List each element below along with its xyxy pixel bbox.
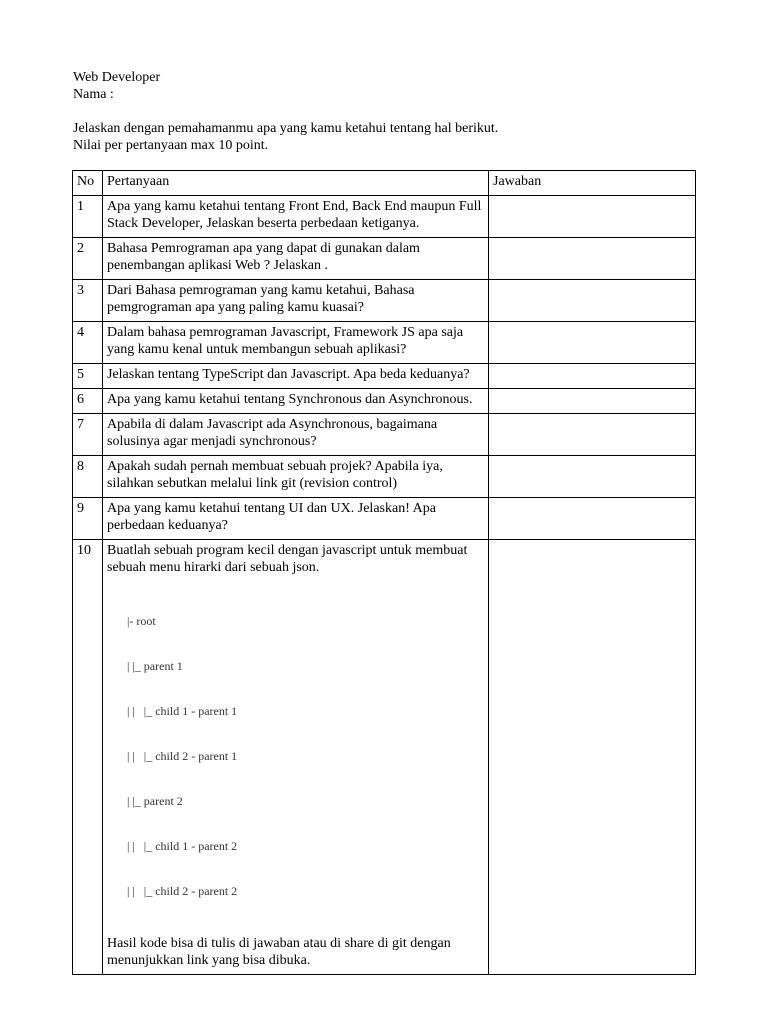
table-row <box>73 414 696 456</box>
answer-cell[interactable] <box>489 540 696 975</box>
question-cell: Apa yang kamu ketahui tentang UI dan UX. Jelaskan! Apa perbedaan keduanya? <box>103 498 489 540</box>
question-note: Hasil kode bisa di tulis di jawaban atau di share di git dengan menunjukkan link yang bisa dibuka. <box>107 936 451 968</box>
instruction-line-1: Jelaskan dengan pemahamanmu apa yang kamu ketahui tentang hal berikut. <box>73 121 499 136</box>
question-cell <box>103 540 489 975</box>
tree-line: | | |_ child 1 - parent 2 <box>127 839 238 853</box>
answer-cell[interactable] <box>489 238 696 280</box>
tree-line: | | |_ child 2 - parent 2 <box>127 884 238 898</box>
table-row <box>73 238 696 280</box>
question-table <box>72 170 696 975</box>
table-row <box>73 540 696 975</box>
tree-line: | |_ parent 2 <box>127 794 183 808</box>
answer-cell[interactable] <box>489 280 696 322</box>
question-cell: Apa yang kamu ketahui tentang Synchronous dan Asynchronous. <box>103 389 489 414</box>
answer-cell[interactable] <box>489 364 696 389</box>
table-row <box>73 280 696 322</box>
question-cell: Dari Bahasa pemrograman yang kamu ketahui, Bahasa pemgrograman apa yang paling kamu kuasai? <box>103 280 489 322</box>
instructions <box>73 120 498 154</box>
tree-line: | |_ parent 1 <box>127 659 183 673</box>
question-cell: Jelaskan tentang TypeScript dan Javascript. Apa beda keduanya? <box>103 364 489 389</box>
answer-cell[interactable] <box>489 196 696 238</box>
answer-cell[interactable] <box>489 498 696 540</box>
row-number: 5 <box>73 364 103 389</box>
row-number: 6 <box>73 389 103 414</box>
row-number: 10 <box>73 540 103 975</box>
table-row <box>73 364 696 389</box>
table-row <box>73 456 696 498</box>
column-header-answer: Jawaban <box>489 171 696 196</box>
table-header-row <box>73 171 696 196</box>
name-label: Nama : <box>73 87 114 102</box>
tree-line: | | |_ child 2 - parent 1 <box>127 749 238 763</box>
question-cell: Apa yang kamu ketahui tentang Front End, Back End maupun Full Stack Developer, Jelaskan beserta perbedaan ketiganya. <box>103 196 489 238</box>
question-cell: Dalam bahasa pemrograman Javascript, Framework JS apa saja yang kamu kenal untuk membangun sebuah aplikasi? <box>103 322 489 364</box>
answer-cell[interactable] <box>489 456 696 498</box>
row-number: 2 <box>73 238 103 280</box>
hierarchy-example <box>127 584 484 929</box>
row-number: 4 <box>73 322 103 364</box>
question-cell: Apabila di dalam Javascript ada Asynchronous, bagaimana solusinya agar menjadi synchronous? <box>103 414 489 456</box>
answer-cell[interactable] <box>489 414 696 456</box>
instruction-line-2: Nilai per pertanyaan max 10 point. <box>73 138 269 153</box>
row-number: 7 <box>73 414 103 456</box>
question-cell: Apakah sudah pernah membuat sebuah projek? Apabila iya, silahkan sebutkan melalui link git (revision control) <box>103 456 489 498</box>
answer-cell[interactable] <box>489 322 696 364</box>
document-title: Web Developer <box>73 70 161 85</box>
table-row <box>73 498 696 540</box>
row-number: 3 <box>73 280 103 322</box>
tree-line: |- root <box>127 614 156 628</box>
table-row <box>73 322 696 364</box>
table-row <box>73 389 696 414</box>
column-header-question: Pertanyaan <box>103 171 489 196</box>
row-number: 8 <box>73 456 103 498</box>
question-cell: Bahasa Pemrograman apa yang dapat di gunakan dalam penembangan aplikasi Web ? Jelaskan . <box>103 238 489 280</box>
document-header <box>73 69 160 103</box>
row-number: 1 <box>73 196 103 238</box>
answer-cell[interactable] <box>489 389 696 414</box>
question-text: Buatlah sebuah program kecil dengan javascript untuk membuat sebuah menu hirarki dari sebuah json. <box>107 543 468 575</box>
table-row <box>73 196 696 238</box>
row-number: 9 <box>73 498 103 540</box>
column-header-no: No <box>73 171 103 196</box>
tree-line: | | |_ child 1 - parent 1 <box>127 704 238 718</box>
